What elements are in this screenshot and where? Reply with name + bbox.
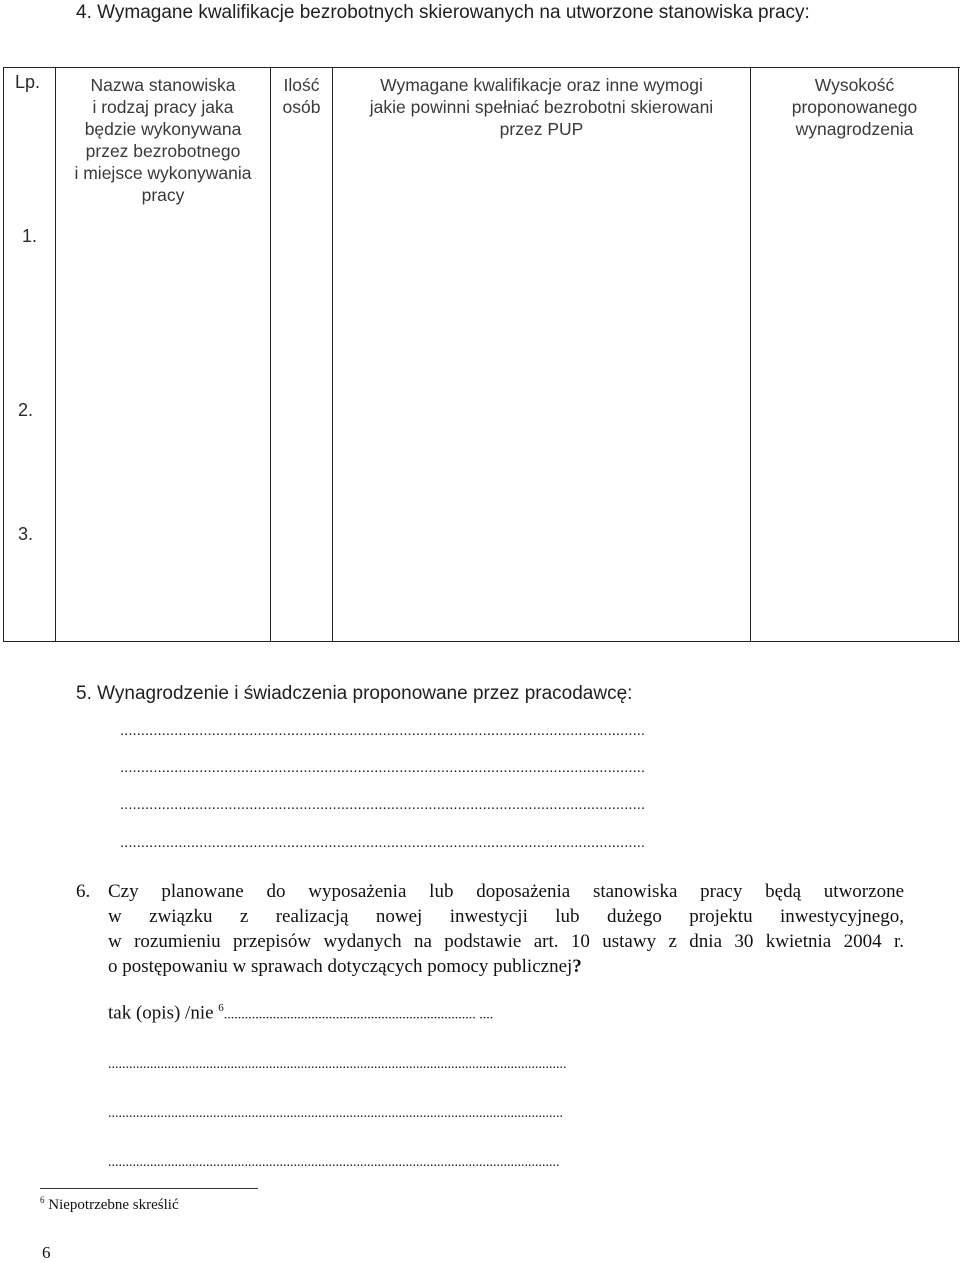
header-wysokosc: Wysokość proponowanego wynagrodzenia <box>791 75 918 139</box>
row-number-2: 2. <box>18 400 34 420</box>
header-wymagane: Wymagane kwalifikacje oraz inne wymogi jakie powinni spełniać bezrobotni skierowani przez PUP <box>369 75 714 139</box>
page-number: 6 <box>42 1243 51 1262</box>
footnote-separator <box>40 1188 258 1189</box>
section-6-number: 6. <box>76 881 91 902</box>
section-4-heading: 4. Wymagane kwalifikacje bezrobotnych skierowanych na utworzone stanowiska pracy: <box>76 2 810 23</box>
dotted-line: .................................................................................................................................. <box>108 1106 563 1121</box>
section-6-question: 6. Czy planowane do wyposażenia lub doposażenia stanowiska pracy będą utworzone w związku z realizacją nowej inwestycji lub dużego projektu inwestycyjnego, w rozumieniu przepisów wydanych na podstawie art. 10 ustawy z dnia 30 kwietnia 2004 r. o postępowaniu w sprawach dotyczących pomocy publicznej? <box>76 881 904 977</box>
dotted-line: ................................................................................................................................... <box>108 1057 567 1072</box>
header-lp: Lp. <box>15 72 41 92</box>
header-nazwa: Nazwa stanowiska i rodzaj pracy jaka będzie wykonywana przez bezrobotnego i miejsce wykonywania pracy <box>74 75 252 205</box>
dotted-line: .............................................................................................................................. <box>120 796 646 813</box>
answer-label: tak (opis) /nie <box>108 1002 214 1024</box>
dotted-line: .............................................................................................................................. <box>120 759 646 776</box>
header-ilosc: Ilość osób <box>282 75 321 117</box>
dotted-line: .............................................................................................................................. <box>120 834 646 851</box>
footnote: $^6$ Niepotrzebne skreślić <box>40 1195 179 1213</box>
row-number-3: 3. <box>18 524 34 544</box>
section-5-title: 5. Wynagrodzenie i świadczenia proponowane przez pracodawcę: <box>76 683 633 704</box>
footnote-ref: 6 <box>218 1002 224 1014</box>
dotted-line: ................................................................................................................................. <box>108 1155 560 1170</box>
dotted-line: .............................................................................................................................. <box>120 722 646 739</box>
answer-dots: ........................................................................ .... <box>223 1007 494 1023</box>
row-number-1: 1. <box>22 226 38 246</box>
answer-line <box>108 1002 493 1024</box>
